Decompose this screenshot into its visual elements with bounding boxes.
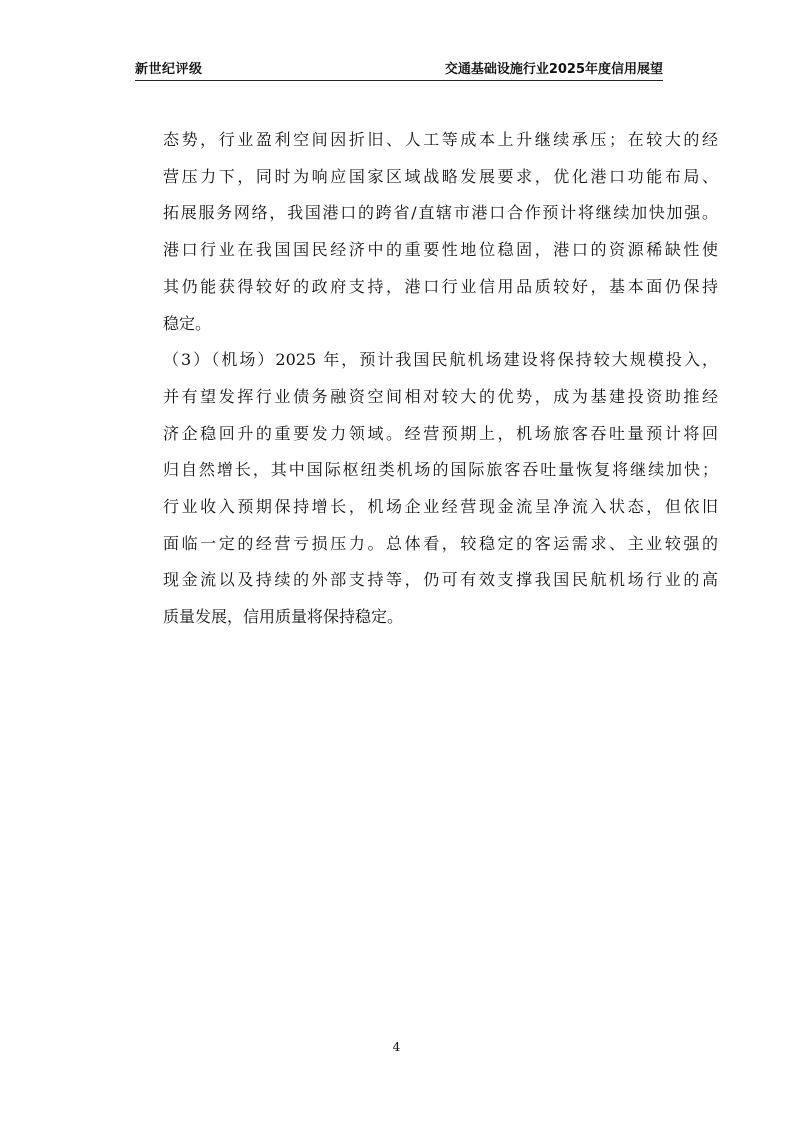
header-org-name: 新世纪评级 — [135, 62, 203, 77]
body-text — [163, 122, 718, 636]
text-line: 营压力下，同时为响应国家区域战略发展要求，优化港口功能布局、 — [163, 166, 718, 186]
page-header — [135, 58, 663, 81]
text-line: 态势，行业盈利空间因折旧、人工等成本上升继续承压；在较大的经 — [163, 130, 718, 149]
text-line: 行业收入预期保持增长，机场企业经营现金流呈净流入状态，但依旧 — [163, 497, 718, 517]
text-line: 拓展服务网络，我国港口的跨省/直辖市港口合作预计将继续加快加强。 — [163, 203, 718, 223]
text-line: 港口行业在我国国民经济中的重要性地位稳固，港口的资源稀缺性使 — [163, 240, 718, 260]
text-line: 质量发展，信用质量将保持稳定。 — [163, 607, 404, 627]
text-line: （3）（机场）2025 年，预计我国民航机场建设将保持较大规模投入， — [163, 350, 718, 370]
text-line: 稳定。 — [163, 313, 212, 333]
text-line: 并有望发挥行业债务融资空间相对较大的优势，成为基建投资助推经 — [163, 386, 718, 406]
text-line: 济企稳回升的重要发力领域。经营预期上，机场旅客吞吐量预计将回 — [163, 423, 718, 443]
text-line: 现金流以及持续的外部支持等，仍可有效支撑我国民航机场行业的高 — [163, 570, 718, 590]
header-report-title: 交通基础设施行业2025年度信用展望 — [444, 62, 663, 77]
page-number: 4 — [392, 1040, 401, 1054]
paragraph-ports — [163, 122, 718, 342]
text-line: 其仍能获得较好的政府支持，港口行业信用品质较好，基本面仍保持 — [163, 276, 718, 296]
text-line: 面临一定的经营亏损压力。总体看，较稳定的客运需求、主业较强的 — [163, 533, 718, 553]
paragraph-airports — [163, 342, 718, 636]
text-line: 归自然增长，其中国际枢纽类机场的国际旅客吞吐量恢复将继续加快； — [163, 460, 718, 480]
